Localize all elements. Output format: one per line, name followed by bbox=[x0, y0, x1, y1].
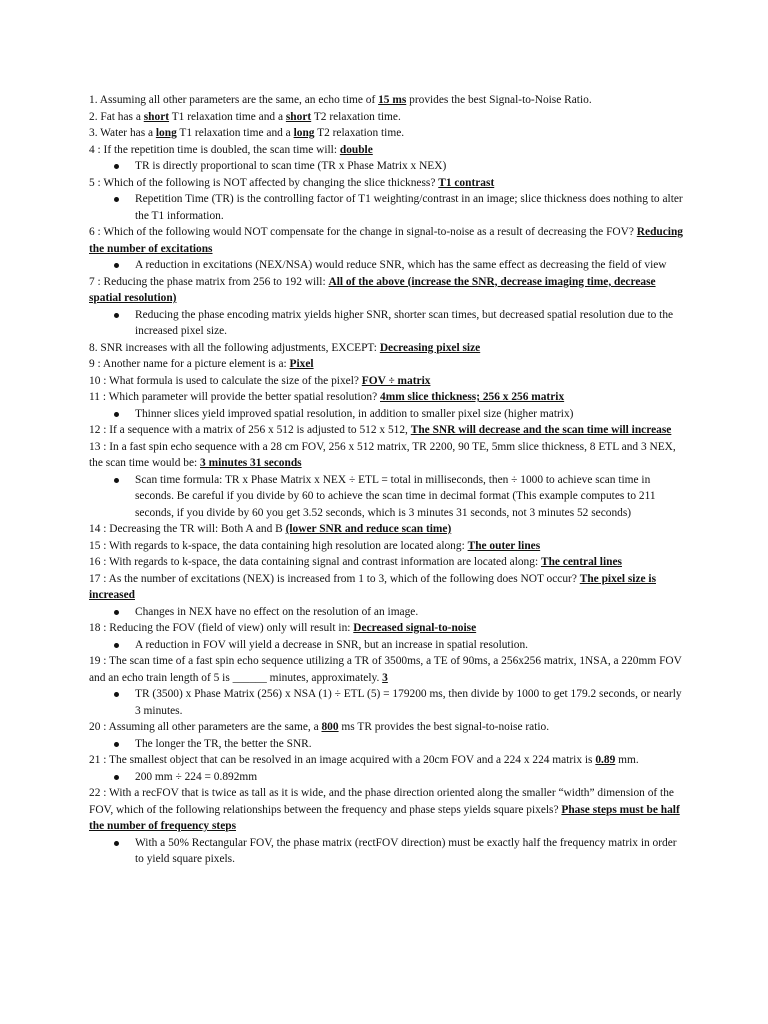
explanation-text: The longer the TR, the better the SNR. bbox=[135, 737, 312, 750]
answer-text: short bbox=[285, 110, 312, 123]
bullet-icon bbox=[114, 478, 119, 483]
question-text: 16 : With regards to k-space, the data containing signal and contrast information are located along: bbox=[89, 556, 541, 568]
explanation-text: Thinner slices yield improved spatial resolution, in addition to smaller pixel size (higher matrix) bbox=[135, 407, 574, 420]
question-text: 13 : In a fast spin echo sequence with a 28 cm FOV, 256 x 512 matrix, TR 2200, 90 TE, 5mm slice thickness, 8 ETL and 3 NEX, the scan time would be: bbox=[89, 440, 676, 469]
question-text: 11 : Which parameter will provide the better spatial resolution? bbox=[89, 391, 381, 403]
explanation-bullet bbox=[89, 158, 685, 175]
answer-text: 3 minutes 31 seconds bbox=[200, 457, 302, 469]
question-text: T1 relaxation time and a bbox=[176, 127, 294, 139]
question-item bbox=[89, 653, 685, 686]
answer-text: (lower SNR and reduce scan time) bbox=[285, 523, 452, 535]
question-text: 4 : If the repetition time is doubled, the scan time will: bbox=[89, 143, 340, 156]
question-text: 20 : Assuming all other parameters are the same, a bbox=[89, 721, 322, 733]
question-item bbox=[89, 752, 685, 769]
bullet-icon bbox=[114, 610, 119, 615]
question-item bbox=[89, 538, 685, 555]
question-text: 19 : The scan time of a fast spin echo sequence utilizing a TR of 3500ms, a TE of 90ms, a 256x256 matrix, 1NSA, a 220mm FOV and an echo train length of 5 is ______ minutes, approximately. bbox=[89, 655, 682, 684]
question-item bbox=[89, 521, 685, 538]
question-text: 2. Fat has a bbox=[89, 110, 144, 123]
bullet-icon bbox=[114, 197, 119, 202]
question-text: 5 : Which of the following is NOT affected by changing the slice thickness? bbox=[89, 176, 439, 189]
answer-text: long bbox=[155, 127, 177, 139]
question-text: 18 : Reducing the FOV (field of view) only will result in: bbox=[89, 622, 354, 634]
question-text: 22 : With a recFOV that is twice as tall as it is wide, and the phase direction oriented along the smaller “width” dimension of the FOV, which of the following relationships between the frequency and phase steps yields square pixels? bbox=[89, 787, 674, 816]
explanation-text: TR (3500) x Phase Matrix (256) x NSA (1) ÷ ETL (5) = 179200 ms, then divide by 1000 to get 179.2 seconds, or nearly 3 minutes. bbox=[135, 688, 682, 717]
question-item bbox=[89, 389, 685, 406]
question-item bbox=[89, 109, 685, 126]
question-item bbox=[89, 125, 685, 142]
answer-text: short bbox=[143, 110, 170, 123]
document-body bbox=[89, 92, 685, 868]
question-item bbox=[89, 422, 685, 439]
answer-text: FOV ÷ matrix bbox=[361, 374, 431, 387]
explanation-text: With a 50% Rectangular FOV, the phase matrix (rectFOV direction) must be exactly half the frequency matrix in order to yield square pixels. bbox=[135, 836, 677, 865]
question-text: T2 relaxation time. bbox=[311, 110, 401, 123]
question-item bbox=[89, 620, 685, 637]
bullet-icon bbox=[114, 263, 119, 268]
answer-text: 0.89 bbox=[595, 754, 616, 766]
answer-text: T1 contrast bbox=[438, 176, 495, 189]
answer-text: Phase steps must be half the number of frequency steps bbox=[89, 803, 680, 832]
question-text: 9 : Another name for a picture element is a: bbox=[89, 358, 290, 370]
explanation-text: Scan time formula: TR x Phase Matrix x NEX ÷ ETL = total in milliseconds, then ÷ 1000 to achieve scan time in seconds. Be careful if you divide by 60 to achieve the scan time in decimal format (This example computes to 211 seconds, if you divide by 60 you get 3.52 seconds, which is 3 minutes 31 seconds, not 3 minutes 52 seconds) bbox=[135, 473, 656, 519]
bullet-icon bbox=[114, 841, 119, 846]
bullet-icon bbox=[114, 643, 119, 648]
bullet-icon bbox=[114, 164, 119, 169]
question-text: mm. bbox=[615, 754, 639, 766]
question-item bbox=[89, 571, 685, 604]
question-item bbox=[89, 719, 685, 736]
bullet-icon bbox=[114, 742, 119, 747]
answer-text: The central lines bbox=[540, 556, 622, 568]
explanation-bullet bbox=[89, 191, 685, 224]
question-item bbox=[89, 92, 685, 109]
explanation-bullet bbox=[89, 604, 685, 621]
answer-text: Pixel bbox=[289, 358, 314, 370]
question-item bbox=[89, 356, 685, 373]
question-text: T2 relaxation time. bbox=[314, 127, 405, 139]
answer-text: The outer lines bbox=[467, 539, 541, 552]
question-item bbox=[89, 340, 685, 357]
answer-text: Decreased signal-to-noise bbox=[353, 622, 477, 634]
explanation-bullet bbox=[89, 307, 685, 340]
question-item bbox=[89, 224, 685, 257]
explanation-bullet bbox=[89, 257, 685, 274]
answer-text: 3 bbox=[382, 671, 388, 684]
answer-text: 800 bbox=[321, 721, 339, 733]
explanation-bullet bbox=[89, 769, 685, 786]
question-text: 12 : If a sequence with a matrix of 256 x 512 is adjusted to 512 x 512, bbox=[89, 424, 411, 436]
question-text: 1. Assuming all other parameters are the same, an echo time of bbox=[89, 94, 379, 106]
answer-text: double bbox=[339, 143, 373, 156]
explanation-text: Repetition Time (TR) is the controlling factor of T1 weighting/contrast in an image; slice thickness does nothing to alter the T1 information. bbox=[135, 193, 683, 222]
bullet-icon bbox=[114, 412, 119, 417]
question-text: 3. Water has a bbox=[89, 127, 156, 139]
bullet-icon bbox=[114, 775, 119, 780]
answer-text: The SNR will decrease and the scan time will increase bbox=[410, 424, 672, 436]
answer-text: Decreasing pixel size bbox=[379, 341, 481, 354]
explanation-bullet bbox=[89, 406, 685, 423]
answer-text: Reducing the number of excitations bbox=[89, 226, 683, 255]
question-text: provides the best Signal-to-Noise Ratio. bbox=[406, 94, 592, 106]
explanation-text: 200 mm ÷ 224 = 0.892mm bbox=[135, 770, 258, 783]
explanation-bullet bbox=[89, 736, 685, 753]
question-item bbox=[89, 785, 685, 835]
question-item bbox=[89, 175, 685, 192]
question-text: 17 : As the number of excitations (NEX) is increased from 1 to 3, which of the following does NOT occur? bbox=[89, 572, 580, 585]
answer-text: 4mm slice thickness; 256 x 256 matrix bbox=[380, 391, 565, 403]
explanation-bullet bbox=[89, 472, 685, 522]
question-item bbox=[89, 373, 685, 390]
question-item bbox=[89, 274, 685, 307]
explanation-text: Changes in NEX have no effect on the resolution of an image. bbox=[135, 605, 419, 618]
explanation-bullet bbox=[89, 637, 685, 654]
question-item bbox=[89, 142, 685, 159]
explanation-text: TR is directly proportional to scan time (TR x Phase Matrix x NEX) bbox=[135, 160, 447, 172]
question-text: 8. SNR increases with all the following adjustments, EXCEPT: bbox=[89, 341, 380, 354]
question-text: 21 : The smallest object that can be resolved in an image acquired with a 20cm FOV and a 224 x 224 matrix is bbox=[89, 754, 596, 766]
question-item bbox=[89, 439, 685, 472]
answer-text: All of the above (increase the SNR, decrease imaging time, decrease spatial resolution) bbox=[89, 275, 656, 304]
explanation-text: Reducing the phase encoding matrix yields higher SNR, shorter scan times, but decreased spatial resolution due to the increased pixel size. bbox=[135, 308, 674, 337]
explanation-bullet bbox=[89, 835, 685, 868]
question-text: 10 : What formula is used to calculate the size of the pixel? bbox=[89, 374, 362, 387]
question-item bbox=[89, 554, 685, 571]
question-text: 15 : With regards to k-space, the data containing high resolution are located along: bbox=[89, 539, 468, 552]
explanation-bullet bbox=[89, 686, 685, 719]
answer-text: 15 ms bbox=[378, 94, 407, 106]
question-text: T1 relaxation time and a bbox=[169, 110, 286, 123]
question-text: 6 : Which of the following would NOT compensate for the change in signal-to-noise as a result of decreasing the FOV? bbox=[89, 226, 637, 238]
bullet-icon bbox=[114, 313, 119, 318]
bullet-icon bbox=[114, 692, 119, 697]
question-text: ms TR provides the best signal-to-noise ratio. bbox=[338, 721, 550, 733]
explanation-text: A reduction in excitations (NEX/NSA) would reduce SNR, which has the same effect as decreasing the field of view bbox=[135, 259, 667, 271]
explanation-text: A reduction in FOV will yield a decrease in SNR, but an increase in spatial resolution. bbox=[135, 638, 528, 651]
answer-text: The pixel size is increased bbox=[89, 572, 657, 601]
question-text: 14 : Decreasing the TR will: Both A and B bbox=[89, 523, 286, 535]
answer-text: long bbox=[293, 127, 315, 139]
question-text: 7 : Reducing the phase matrix from 256 to 192 will: bbox=[89, 275, 329, 288]
